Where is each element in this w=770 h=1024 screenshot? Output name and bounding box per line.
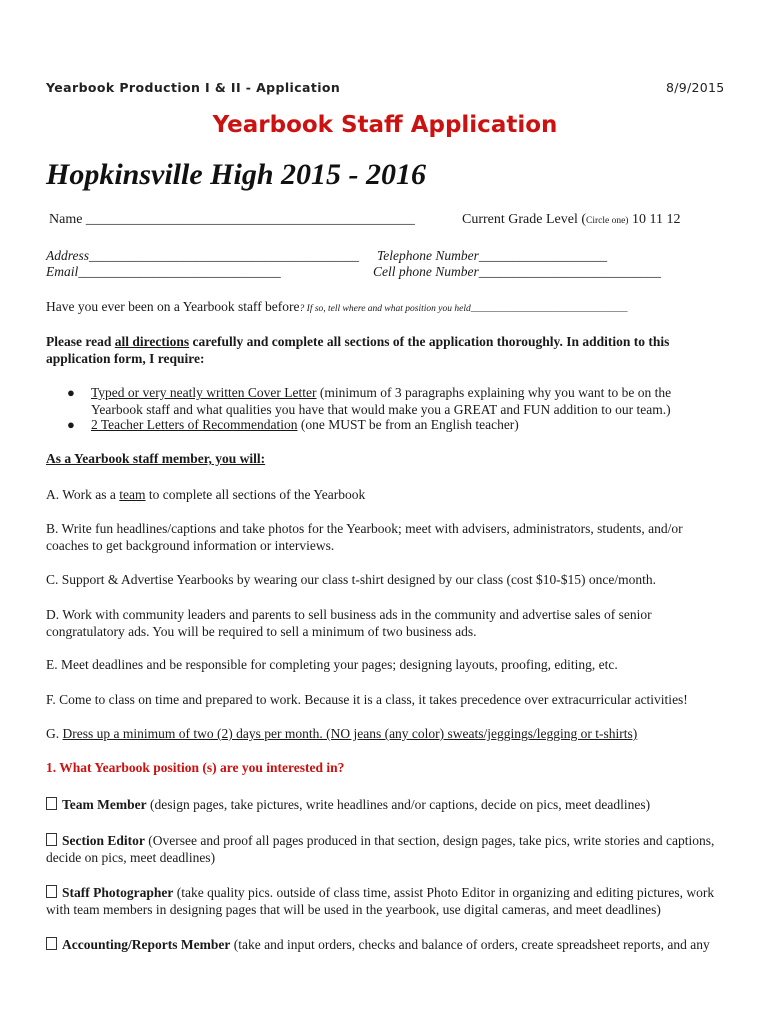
page-title: Yearbook Staff Application [212, 112, 558, 138]
position-section-editor[interactable]: Section Editor (Oversee and proof all pages produced in that section, design pages, take pics, write stories and captions, decide on pics, meet deadlines) [46, 833, 715, 865]
bullet-icon: ● [67, 385, 75, 400]
telephone-field[interactable]: Telephone Number___________________ [377, 248, 608, 263]
duty-c: C. Support & Advertise Yearbooks by wearing our class t-shirt designed by our class (cost $10-$15) once/month. [46, 572, 657, 587]
bullet-icon: ● [67, 417, 75, 432]
duty-g: G. Dress up a minimum of two (2) days per month. (NO jeans (any color) sweats/jeggings/legging or t-shirts) [46, 726, 638, 741]
email-field[interactable]: Email______________________________ [46, 264, 281, 279]
duty-e: E. Meet deadlines and be responsible for completing your pages; designing layouts, proofing, editing, etc. [46, 657, 618, 672]
position-staff-photographer[interactable]: Staff Photographer (take quality pics. outside of class time, assist Photo Editor in organizing and editing pictures, work with team members in designing pages that will be used in the yearbook, use digital cameras, and meet deadlines) [46, 885, 715, 917]
position-accounting-reports[interactable]: Accounting/Reports Member (take and input orders, checks and balance of orders, create spreadsheet reports, and any [46, 936, 726, 953]
checkbox-icon[interactable] [46, 833, 57, 846]
requirement-recommendation: 2 Teacher Letters of Recommendation (one MUST be from an English teacher) [91, 417, 519, 432]
position-team-member[interactable]: Team Member (design pages, take pictures, write headlines and/or captions, decide on pics, meet deadlines) [46, 796, 726, 813]
requirement-cover-letter: Typed or very neatly written Cover Letter (minimum of 3 paragraphs explaining why you want to be on the Yearbook staff and what qualities you have that would make you a GREAT and FUN addition to our team.) [91, 385, 672, 417]
header-label: Yearbook Production I & II - Application [46, 80, 341, 95]
grade-hint: Circle one) [586, 216, 629, 226]
duty-d: D. Work with community leaders and parents to sell business ads in the community and advertise sales of senior congratulatory ads. You will be required to sell a minimum of two business ads. [46, 607, 652, 639]
school-heading: Hopkinsville High 2015 - 2016 [46, 158, 427, 191]
prior-staff-question[interactable] [46, 299, 627, 315]
duty-b: B. Write fun headlines/captions and take photos for the Yearbook; meet with advisers, administrators, students, and/or coaches to get background information or interviews. [46, 521, 683, 553]
grade-level[interactable] [462, 212, 680, 228]
question-1: 1. What Yearbook position (s) are you interested in? [46, 760, 345, 775]
checkbox-icon[interactable] [46, 797, 57, 810]
instructions-paragraph: Please read all directions carefully and complete all sections of the application thoroughly. In addition to this application form, I require: [46, 334, 670, 366]
grade-label: Current Grade Level ( [462, 212, 586, 227]
grade-options[interactable]: 10 11 12 [631, 212, 681, 227]
prior-staff-label: Have you ever been on a Yearbook staff before [46, 299, 300, 314]
duty-f: F. Come to class on time and prepared to work. Because it is a class, it takes precedence over extracurricular activities! [46, 692, 688, 707]
cell-phone-field[interactable]: Cell phone Number___________________________ [373, 264, 661, 279]
address-field[interactable]: Address________________________________________ [46, 248, 359, 263]
checkbox-icon[interactable] [46, 885, 57, 898]
checkbox-icon[interactable] [46, 937, 57, 950]
name-field[interactable]: Name _______________________________________________ [49, 212, 415, 227]
prior-staff-hint: ? If so, tell where and what position you held_________________________________ [299, 304, 628, 314]
member-heading: As a Yearbook staff member, you will: [46, 451, 266, 466]
header-date: 8/9/2015 [666, 80, 725, 95]
duty-a: A. Work as a team to complete all sections of the Yearbook [46, 487, 366, 502]
